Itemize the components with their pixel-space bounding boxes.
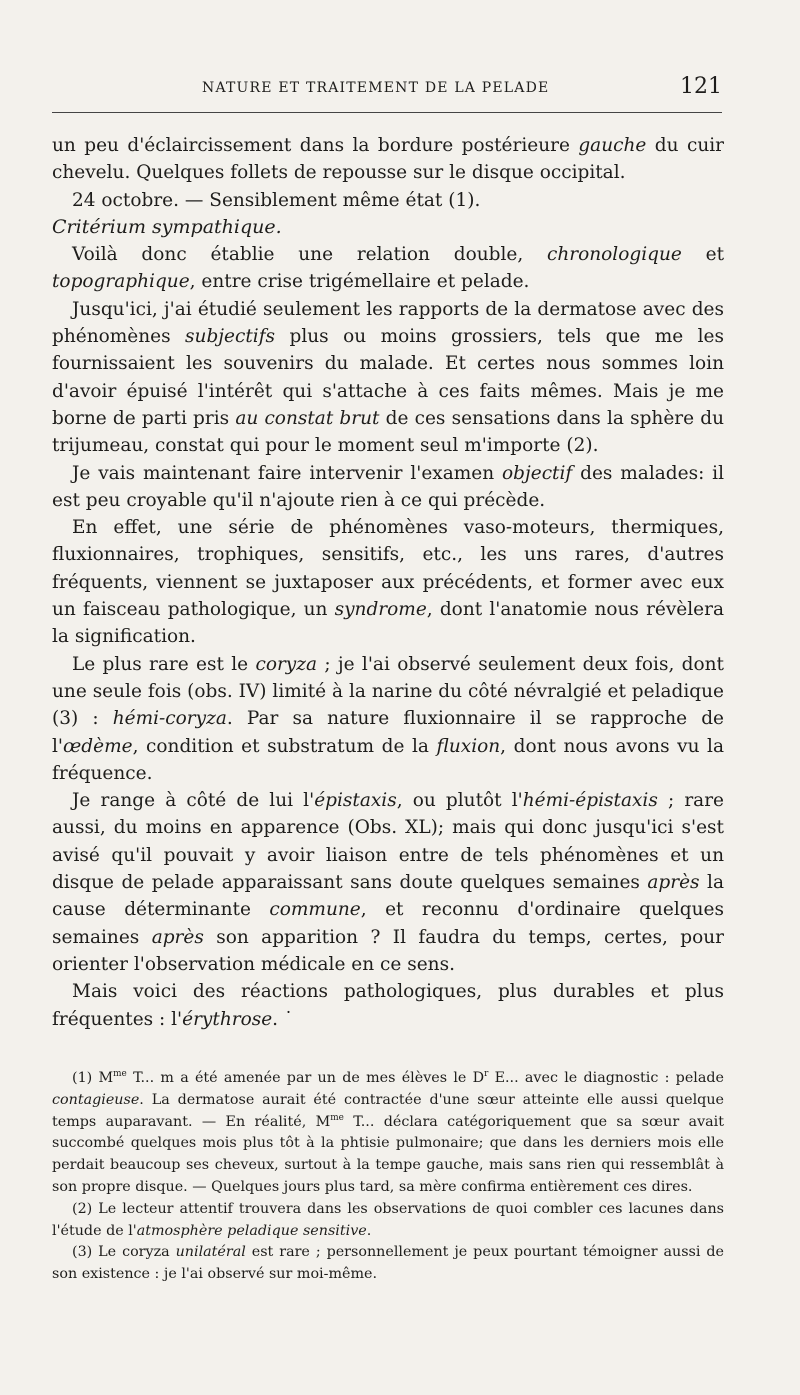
footnote-1: (1) $M^{me}$ T... m a été amenée par un de mes élèves le $D^r$ E... avec le diagnostic : pelade contagieuse. La dermatose aurait été contractée d'une sœur atteinte elle aussi quelque temps auparavant. — En réalité, $M^{me}$ T... déclara catégoriquement que sa sœur avait succombé quelques mois plus tôt à la phtisie pulmonaire; que dans les derniers mois elle perdait beaucoup ses cheveux, surtout à la tempe gauche, mais sans rien qui ressemblât à son propre disque. — Quelques jours plus tard, sa mère confirma entièrement ces dires. [52, 1069, 725, 1195]
paragraph-7: Le plus rare est le coryza ; je l'ai observé seulement deux fois, dont une seule fois (obs. IV) limité à la narine du côté névralgié et peladique (3) : hémi-coryza. Par sa nature fluxionnaire il se rapproche de l'œdème, condition et substratum de la fluxion, dont nous avons vu la fréquence. [52, 653, 724, 784]
paragraph-2: 24 octobre. — Sensiblement même état (1). [72, 189, 481, 211]
paragraph-5: Je vais maintenant faire intervenir l'examen objectif des malades: il est peu croyable qu'il n'ajoute rien à ce qui précède. [52, 462, 724, 511]
footnotes [52, 1068, 724, 1286]
paragraph-4: Jusqu'ici, j'ai étudié seulement les rapports de la dermatose avec des phénomènes subjectifs plus ou moins grossiers, tels que me les fournissaient les souvenirs du malade. Et certes nous sommes loin d'avoir épuisé l'intérêt qui s'attache à ces faits mêmes. Mais je me borne de parti pris au constat brut de ces sensations dans la sphère du trijumeau, constat qui pour le moment seul m'importe (2). [52, 298, 725, 457]
paragraph-1: un peu d'éclaircissement dans la bordure postérieure gauche du cuir chevelu. Quelques follets de repousse sur le disque occipital. [52, 135, 724, 184]
paragraph-8: Je range à côté de lui l'épistaxis, ou plutôt l'hémi-épistaxis ; rare aussi, du moins en apparence (Obs. XL); mais qui donc jusqu'ici s'est avisé qu'il pouvait y avoir liaison entre de tels phénomènes et un disque de pelade apparaissant sans doute quelques semaines après la cause déterminante commune, et reconnu d'ordinaire quelques semaines après son apparition ? Il faudra du temps, certes, pour orienter l'observation médicale en ce sens. [52, 790, 724, 975]
header-rule [52, 112, 722, 113]
paragraph-6: En effet, une série de phénomènes vaso-moteurs, thermiques, fluxionnaires, trophiques, sensitifs, etc., les uns rares, d'autres fréquents, viennent se juxtaposer aux précédents, et former avec eux un faisceau pathologique, un syndrome, dont l'anatomie nous révèlera la signification. [52, 517, 724, 648]
section-title: Critérium sympathique. [52, 215, 282, 238]
footnote-3: (3) Le coryza unilatéral est rare ; personnellement je peux pourtant témoigner aussi de son existence : je l'ai observé sur moi-même. [52, 1244, 724, 1283]
paragraph-3: Voilà donc établie une relation double, chronologique et topographique, entre crise trigémellaire et pelade. [52, 244, 724, 293]
running-title: NATURE ET TRAITEMENT DE LA PELADE [202, 80, 550, 96]
page-header [52, 74, 722, 104]
footnote-2: (2) Le lecteur attentif trouvera dans les observations de quoi combler ces lacunes dans l'étude de l'atmosphère peladique sensitive. [52, 1200, 724, 1239]
paragraph-9: Mais voici des réactions pathologiques, plus durables et plus fréquentes : l'érythrose. ˙ [52, 981, 724, 1030]
body-text [52, 132, 724, 1033]
page-number: 121 [680, 74, 722, 99]
